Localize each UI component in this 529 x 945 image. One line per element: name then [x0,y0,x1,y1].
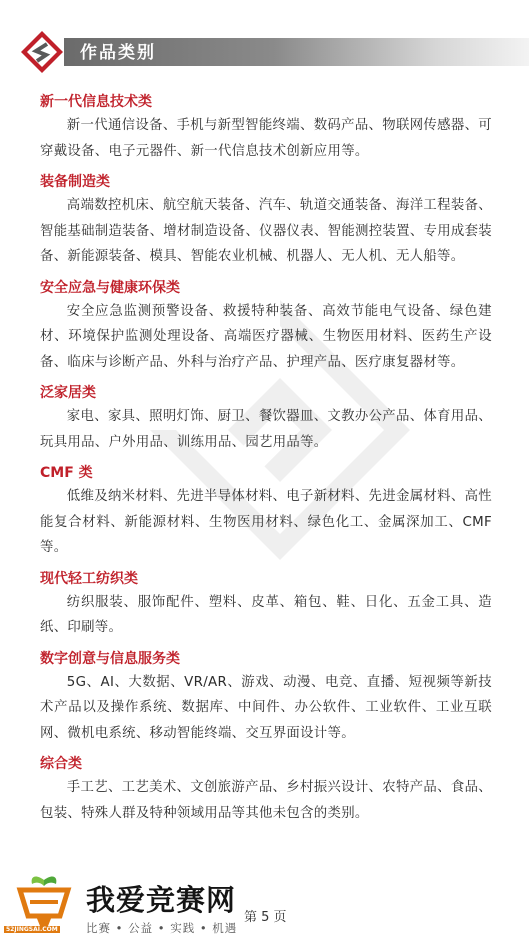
category-body: 安全应急监测预警设备、救援特种装备、高效节能电气设备、绿色建材、环境保护监测处理设备、高端医疗器械、生物医用材料、医药生产设备、临床与诊断产品、外科与治疗产品、护理产品、医疗康复器材等。 [40,303,492,370]
category-section [40,754,492,826]
category-title: 泛家居类 [40,385,96,401]
section-header [0,28,529,78]
category-section [40,92,492,164]
category-body: 纺织服装、服饰配件、塑料、皮革、箱包、鞋、日化、五金工具、造纸、印刷等。 [40,594,492,635]
brand-slogan: 比赛 • 公益 • 实践 • 机遇 [86,921,238,935]
brand-name: 我爱竞赛网 [86,883,237,917]
category-body: 新一代通信设备、手机与新型智能终端、数码产品、物联网传感器、可穿戴设备、电子元器件、新一代信息技术创新应用等。 [40,118,492,159]
category-title: CMF 类 [40,465,93,481]
page-number: 第 5 页 [244,910,287,925]
page-title: 作品类别 [80,43,156,63]
category-body: 手工艺、工艺美术、文创旅游产品、乡村振兴设计、农特产品、食品、包装、特殊人群及特种领域用品等其他未包含的类别。 [40,780,492,821]
category-title: 安全应急与健康环保类 [40,279,180,296]
category-body: 高端数控机床、航空航天装备、汽车、轨道交通装备、海洋工程装备、智能基础制造装备、增材制造设备、仪器仪表、智能测控装置、专用成套装备、新能源装备、模具、智能农业机械、机器人、无人机、无人船等。 [40,198,492,264]
category-title: 新一代信息技术类 [40,94,152,110]
category-section [40,569,492,641]
category-section [40,649,492,747]
category-title: 现代轻工纺织类 [40,570,138,587]
category-section [40,278,492,376]
category-body: 低维及纳米材料、先进半导体材料、电子新材料、先进金属材料、高性能复合材料、新能源材料、生物医用材料、绿色化工、金属深加工、CMF 等。 [40,489,492,555]
category-section [40,172,492,270]
site-url: 52JINGSAI.COM [6,926,58,933]
category-list [40,92,492,834]
category-body: 家电、家具、照明灯饰、厨卫、餐饮器皿、文教办公产品、体育用品、玩具用品、户外用品、训练用品、园艺用品等。 [40,409,492,450]
category-title: 数字创意与信息服务类 [40,650,180,667]
category-title: 综合类 [40,756,82,772]
footer-watermark [0,868,529,945]
category-body: 5G、AI、大数据、VR/AR、游戏、动漫、电竞、直播、短视频等新技术产品以及操作系统、数据库、中间件、办公软件、工业软件、工业互联网、微机电系统、移动智能终端、交互界面设计等。 [40,674,492,741]
s-logo-icon [20,30,64,74]
category-section [40,383,492,455]
category-title: 装备制造类 [40,174,110,190]
category-section [40,463,492,561]
